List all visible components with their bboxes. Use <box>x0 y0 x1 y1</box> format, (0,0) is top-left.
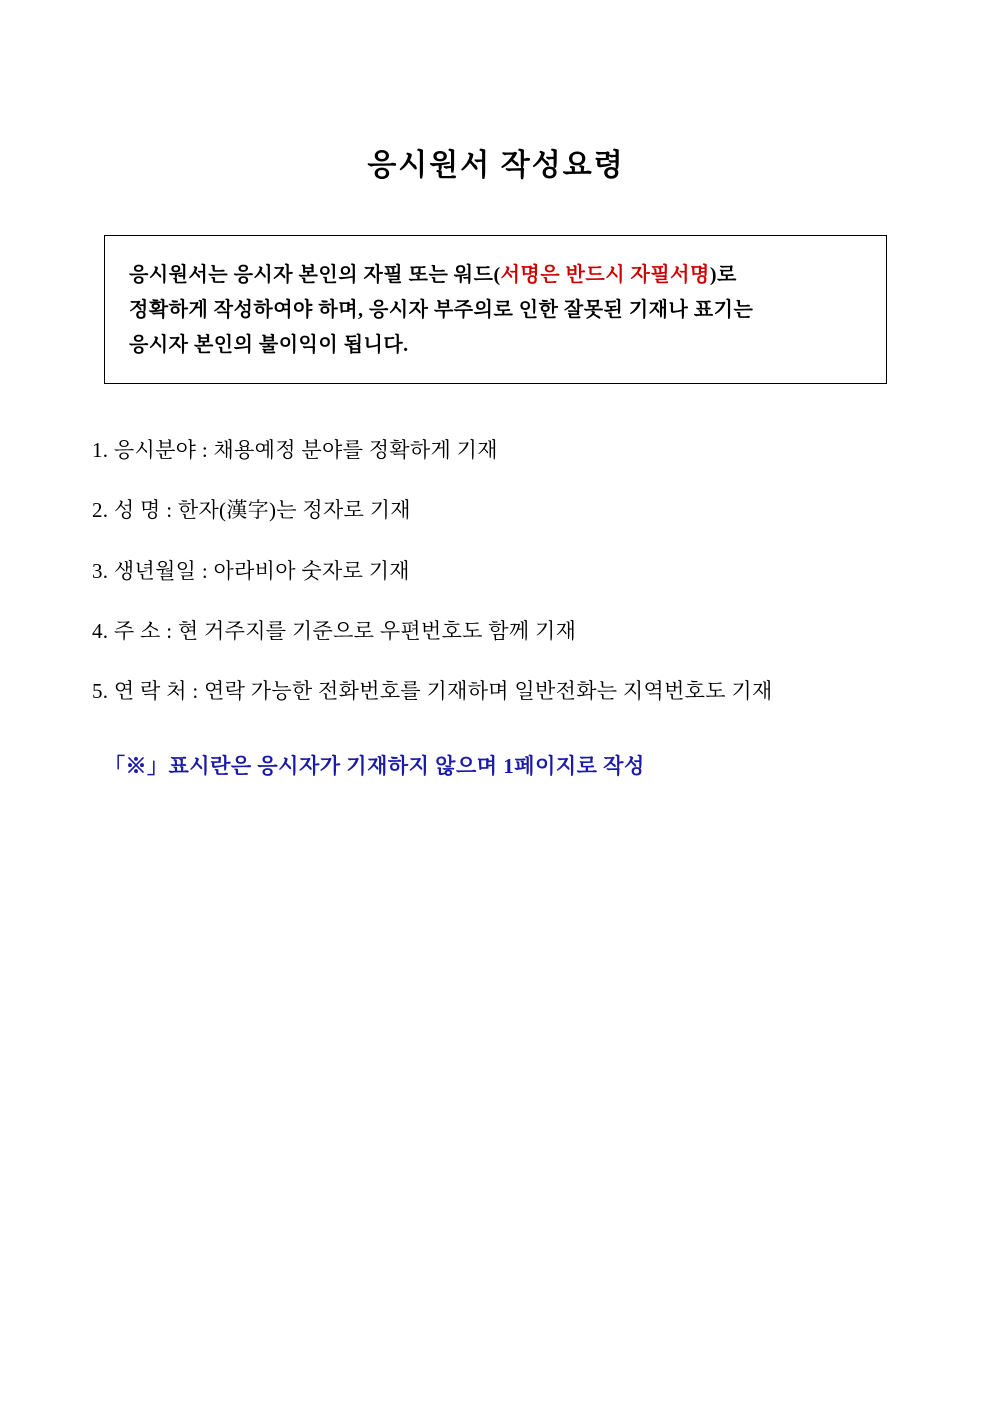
notice-line-2 <box>129 293 862 328</box>
notice-line-3 <box>129 328 862 363</box>
list-item-number: 3. <box>92 558 109 583</box>
list-item-label: 생년월일 : <box>113 558 208 583</box>
instruction-list <box>92 436 922 738</box>
notice-line-1 <box>129 258 862 293</box>
notice-line-2-before: 정확하게 작성하여야 하며, 응시자 부주의로 인한 잘못된 기재나 표기는 <box>129 299 754 321</box>
list-item-label: 연 락 처 : <box>113 679 199 704</box>
list-item <box>92 617 922 645</box>
list-item-number: 5. <box>92 679 109 704</box>
page-title: 응시원서 작성요령 <box>367 149 625 182</box>
list-item <box>92 496 922 524</box>
notice-box <box>104 235 887 384</box>
list-item-text: 채용예정 분야를 정확하게 기재 <box>213 438 498 462</box>
list-item <box>92 557 922 585</box>
list-item-label: 성 명 : <box>113 498 173 523</box>
list-item-text: 연락 가능한 전화번호를 기재하며 일반전화는 지역번호도 기재 <box>204 679 773 704</box>
notice-line-3-before: 응시자 본인의 불이익이 됩니다. <box>129 334 409 356</box>
list-item-label: 응시분야 : <box>113 438 208 462</box>
list-item <box>92 677 922 705</box>
list-item-text: 현 거주지를 기준으로 우편번호도 함께 기재 <box>177 619 577 644</box>
notice-line-1-before: 응시원서는 응시자 본인의 자필 또는 워드( <box>129 264 501 286</box>
list-item-number: 4. <box>92 619 109 644</box>
list-item-label: 주 소 : <box>113 619 173 644</box>
list-item-text: 아라비아 숫자로 기재 <box>213 558 410 583</box>
list-item <box>92 436 922 464</box>
list-item-number: 1. <box>92 438 109 462</box>
list-item-number: 2. <box>92 498 109 523</box>
list-item-text: 한자(漢字)는 정자로 기재 <box>177 498 411 523</box>
footnote: 「※」표시란은 응시자가 기재하지 않으며 1페이지로 작성 <box>104 754 645 778</box>
notice-line-1-highlight: 서명은 반드시 자필서명 <box>500 264 710 286</box>
notice-line-1-after: )로 <box>709 264 737 286</box>
